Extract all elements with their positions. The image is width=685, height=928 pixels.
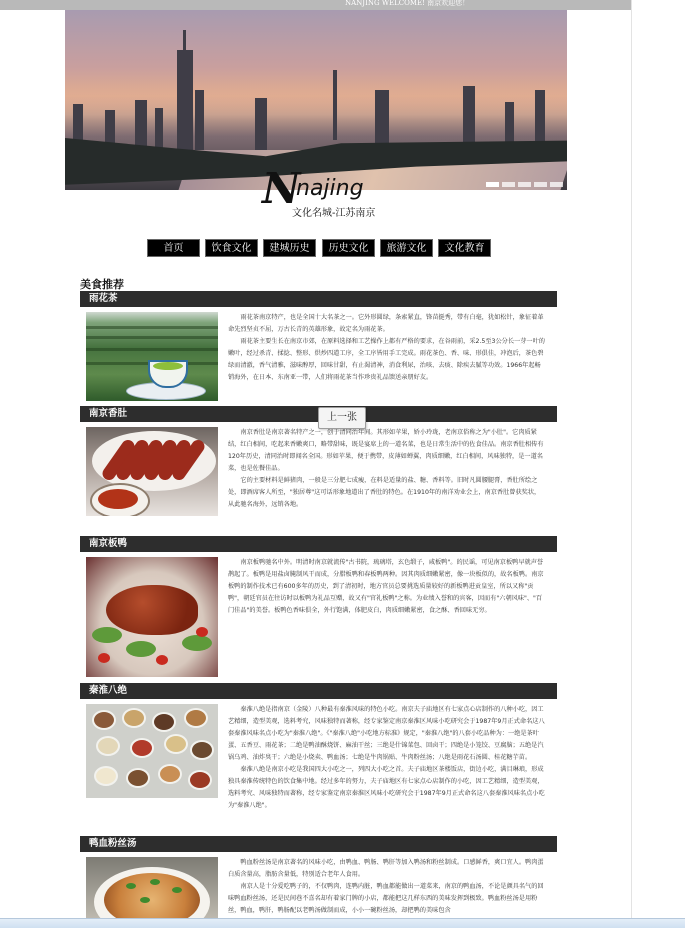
nav-tourism-culture[interactable]: 旅游文化 (380, 239, 433, 257)
slide-dot[interactable] (518, 182, 531, 187)
description-paragraph: 南京香肚是南京著名特产之一，创于清同治年间。其形如苹果，娇小玲珑，老南京俗称之为"小肚"。它肉质紧结，红白相间，吃起来香嫩爽口，略带甜味，既是宴席上的一道名菜，也是日常生活中的佐食佳品。南京香肚相传有120年历史，清同治时即闻名全国。形如苹果，便于携带，皮薄如蝉翼，肉质细嫩，红白相间，风味独特，是一道名菜，也是佐餐佳品。 (228, 429, 544, 472)
nav-history-culture[interactable]: 历史文化 (322, 239, 375, 257)
sausage-photo (86, 427, 218, 516)
top-welcome-bar (0, 0, 631, 10)
slide-indicator (486, 182, 563, 187)
description-paragraph: 雨花茶南京特产，也是全国十大名茶之一。它外形圆绿，条索紧直，锋苗挺秀，带有白毫，犹如松针，象征着革命先烈坚贞不屈，万古长青的英雄形象，故定名为雨花茶。 (228, 314, 544, 333)
logo-word: najing (296, 176, 364, 201)
description-paragraph: 南京板鸭驰名中外。明清时南京就流传"古书院，琉璃塔，玄色缎子，咸板鸭"。的民谣，可见南京板鸭早就声誉鹊起了。板鸭是用盐卤腌制风干而成，分腊板鸭和春板鸭两种。因其肉质细嫩紧密，像一块板似的，故名板鸭。南京板鸭的制作技术已有600多年的历史，到了清初时，地方官员总要挑选质量较好的新板鸭进贡皇室，所以又称"贡鸭"，朝廷官员在往访时以板鸭为礼品互赠，故又有"官礼板鸭"之称。为业绩入誉和的宾客，因而有"六朝风味"、"百门佳品"的美誉。板鸭色香味俱全，外行饱满，体肥皮白，肉质细嫩紧密，食之酥、香回味无穷。 (228, 559, 544, 614)
food-title-bar: 南京香肚 (80, 406, 557, 422)
tea-photo (86, 312, 218, 401)
nav-city-history[interactable]: 建城历史 (263, 239, 316, 257)
description-paragraph: 雨花茶主要生长在南京市郊，在原料选择和工艺操作上都有严格的要求，在谷雨前，采2.5至3公分长一芽一叶的嫩叶，经过杀青、揉捻、整形、烘炒四道工序，全工序皆用手工完成。雨花茶色、香、味、形俱佳，冲泡后，茶色碧绿而清澈，香气清雅，滋味醇厚，回味甘甜，有止渴清神，消食利尿，治咳、去痰、除疾去腻等功效。1966年起畅销海外，在日本、东南亚一带，人们将雨花茶当作珍贵礼品馈送亲朋好友。 (228, 338, 545, 381)
site-logo (262, 164, 392, 219)
food-description (228, 857, 546, 918)
previous-slide-tooltip: 上一张 (318, 407, 366, 429)
section-title: 美食推荐 (80, 278, 124, 291)
food-title-bar: 南京板鸭 (80, 536, 557, 552)
food-title-bar: 鸭血粉丝汤 (80, 836, 557, 852)
food-description (228, 312, 546, 384)
city-banner[interactable] (65, 10, 567, 190)
description-paragraph: 鸭血粉丝汤是南京著名的风味小吃，由鸭血、鸭肠、鸭肝等加入鸭汤和粉丝制成。口感鲜香，爽口宜人。鸭肉蛋白质含量高，脂肪含量低，特别适合老年人食用。 (228, 859, 544, 878)
skyscraper (177, 50, 193, 150)
tv-tower (333, 70, 337, 140)
description-paragraph: 秦淮八绝是指南京（金陵）八种最有秦淮风味的特色小吃。南京夫子庙地区有七家点心店制作的八种小吃，因工艺精细，造型美观，选料考究，风味独特而著称，经专家鉴定南京秦淮区风味小吃研究会于1987年9月正式命名这八套秦淮风味名点小吃为"秦淮八绝"。《"秦淮八绝"小吃地方标准》规定，"秦淮八绝"的八套小吃品种为：一绝是茶叶蛋、五香豆、雨花茶；二绝是鸭油酥烧饼、麻油干丝；三绝是什锦菜包、回卤干；四绝是小笼饺、豆腐脑；五绝是汽锅乌鸡、油炸臭干；六绝是小烧卖、鸭血汤；七绝是牛肉锅贴、牛肉粉丝汤；八绝是雨花石汤圆、桂花糖芋苗。 (228, 706, 545, 761)
page-edge-rule (631, 0, 632, 927)
slide-dot[interactable] (502, 182, 515, 187)
slide-dot[interactable] (486, 182, 499, 187)
food-title-bar: 雨花茶 (80, 291, 557, 307)
description-paragraph: 南京人是十分爱吃鸭子的，不仅鸭肉，连鸭内脏，鸭血都能做出一道菜来，南京的鸭血汤，不论是颜具名气的回味鸭血粉丝汤，还是民间巷不喜名却有着家门牌的小店，都能把这几样东西的美味发挥到极致。鸭血粉丝汤是用粉丝，鸭血，鸭肝，鸭肠配以老鸭汤做制而成，小小一碗粉丝汤，却把鸭的美味包含 (228, 883, 544, 914)
food-description (228, 427, 546, 511)
food-title-bar: 秦淮八绝 (80, 683, 557, 699)
welcome-text: NANJING WELCOME! 南京欢迎您！ (345, 0, 470, 7)
noodle-soup-photo (86, 857, 218, 918)
slide-dot[interactable] (550, 182, 563, 187)
nav-home[interactable]: 首页 (147, 239, 200, 257)
skyscraper-spire (183, 30, 186, 52)
logo-subtitle: 文化名城-江苏南京 (292, 208, 376, 219)
description-paragraph: 它的主要材料是鲜猪肉，一般是三分肥七成瘦，在料是适量的盐、糖、香料等。旧时凡圆腰腿膏，香肚所绘之处，即酒席客人所至，"独居尊"这可话形象地道出了香肚的特色。在1910年的南洋劝业会上，南京香肚曾获奖状，从此驰名海外，远销各地。 (228, 477, 541, 508)
slide-dot[interactable] (534, 182, 547, 187)
food-description (228, 557, 546, 617)
nav-food-culture[interactable]: 饮食文化 (205, 239, 258, 257)
food-description (228, 704, 546, 812)
logo-letter: N (262, 164, 301, 213)
snacks-photo (86, 704, 218, 798)
nav-education-culture[interactable]: 文化教育 (438, 239, 491, 257)
description-paragraph: 秦淮八绝是南京小吃是我国四大小吃之一，列四大小吃之首。夫子庙地区茶楼饭店，街边小吃，满目琳琅，形成独具秦淮传统特色的饮食集中地。经过多年的努力，夫子庙地区有七家点心店制作的小吃，因工艺精细，造型美观，选料考究、风味独特而著称，经专家鉴定南京秦淮区风味小吃研究会于1987年9月正式命名这八套秦淮风味名点小吃为"秦淮八绝"。 (228, 766, 545, 809)
duck-photo (86, 557, 218, 677)
